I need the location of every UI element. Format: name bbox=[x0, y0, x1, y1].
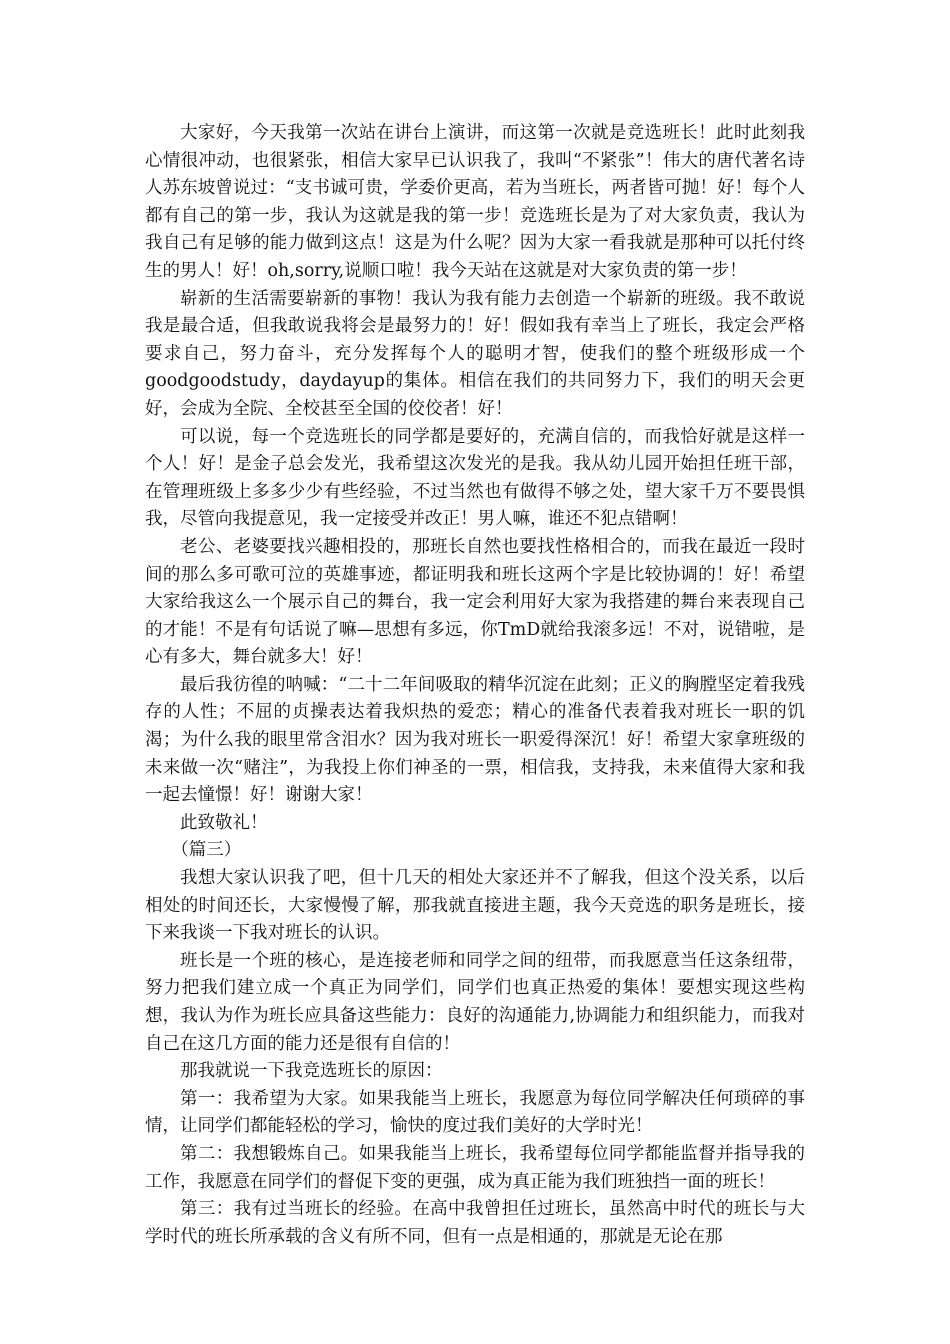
paragraph-7: 班长是一个班的核心，是连接老师和同学之间的纽带，而我愿意当任这条纽带，努力把我们建立成一个真正为同学们，同学们也真正热爱的集体！要想实现这些构想，我认为作为班长应具备这些能力：良好的沟通能力,协调能力和组织能力，而我对自己在这几方面的能力还是很有自信的！ bbox=[145, 950, 805, 1054]
paragraph-2: 崭新的生活需要崭新的事物！我认为我有能力去创造一个崭新的班级。我不敢说我是最合适，但我敢说我将会是最努力的！好！假如我有幸当上了班长，我定会严格要求自己，努力奋斗，充分发挥每个人的聪明才智，使我们的整个班级形成一个goodgoodstudy，daydayup的集体。相信在我们的共同努力下，我们的明天会更好，会成为全院、全校甚至全国的佼佼者！好！ bbox=[145, 288, 805, 419]
section-heading: （篇三） bbox=[171, 840, 242, 861]
paragraph-1: 大家好，今天我第一次站在讲台上演讲，而这第一次就是竞选班长！此时此刻我心情很冲动，也很紧张，相信大家早已认识我了，我叫“不紧张”！伟大的唐代著名诗人苏东坡曾说过：“支书诚可贵，学委价更高，若为当班长，两者皆可抛！好！每个人都有自己的第一步，我认为这就是我的第一步！竞选班长是为了对大家负责，我认为我自己有足够的能力做到这点！这是为什么呢？因为大家一看我就是那种可以托付终生的男人！好！oh,sorry,说顺口啦！我今天站在这就是对大家负责的第一步！ bbox=[145, 123, 805, 281]
paragraph-10: 第二：我想锻炼自己。如果我能当上班长，我希望每位同学都能监督并指导我的工作，我愿意在同学们的督促下变的更强，成为真正能为我们班独挡一面的班长！ bbox=[145, 1143, 805, 1192]
closing-salutation: 此致敬礼！ bbox=[180, 812, 268, 833]
paragraph-5: 最后我彷徨的呐喊：“二十二年间吸取的精华沉淀在此刻；正义的胸膛坚定着我残存的人性；不屈的贞操表达着我炽热的爱恋；精心的准备代表着我对班长一职的饥渴；为什么我的眼里常含泪水？因为我对班长一职爱得深沉！好！希望大家拿班级的未来做一次“赌注”，为我投上你们神圣的一票，相信我，支持我，未来值得大家和我一起去憧憬！好！谢谢大家！ bbox=[145, 674, 805, 806]
paragraph-3: 可以说，每一个竞选班长的同学都是要好的，充满自信的，而我恰好就是这样一个人！好！是金子总会发光，我希望这次发光的是我。我从幼儿园开始担任班干部，在管理班级上多多少少有些经验，不过当然也有做得不够之处，望大家千万不要畏惧我，尽管向我提意见，我一定接受并改正！男人嘛，谁还不犯点错啊！ bbox=[145, 426, 805, 530]
paragraph-11: 第三：我有过当班长的经验。在高中我曾担任过班长，虽然高中时代的班长与大学时代的班长所承载的含义有所不同，但有一点是相通的，那就是无论在那 bbox=[145, 1199, 805, 1247]
paragraph-4: 老公、老婆要找兴趣相投的，那班长自然也要找性格相合的，而我在最近一段时间的那么多可歌可泣的英雄事迹，都证明我和班长这两个字是比较协调的！好！希望大家给我这么一个展示自己的舞台，我一定会利用好大家为我搭建的舞台来表现自己的才能！不是有句话说了嘛—思想有多远，你TmD就给我滚多远！不对，说错啦，是心有多大，舞台就多大！好！ bbox=[145, 536, 805, 668]
paragraph-8: 那我就说一下我竞选班长的原因： bbox=[180, 1061, 443, 1082]
paragraph-6: 我想大家认识我了吧，但十几天的相处大家还并不了解我，但这个没关系，以后相处的时间还长，大家慢慢了解，那我就直接进主题，我今天竞选的职务是班长，接下来我谈一下我对班长的认识。 bbox=[145, 868, 805, 944]
paragraph-9: 第一：我希望为大家。如果我能当上班长，我愿意为每位同学解决任何琐碎的事情，让同学们都能轻松的学习，愉快的度过我们美好的大学时光！ bbox=[145, 1088, 805, 1137]
document-body bbox=[145, 120, 805, 1251]
